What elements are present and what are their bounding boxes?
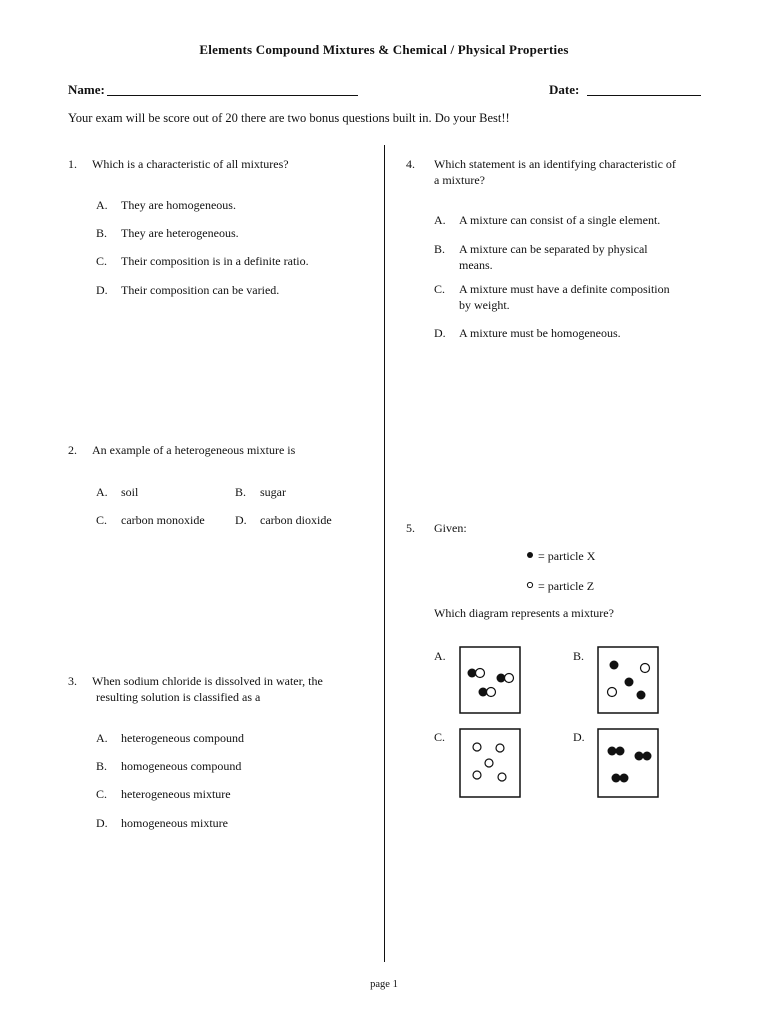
- q4-option-a[interactable]: A. A mixture can consist of a single element.: [434, 213, 661, 227]
- question-3: [68, 673, 323, 689]
- diagram-c[interactable]: [459, 728, 521, 798]
- q4-option-c-continued: by weight.: [459, 298, 510, 312]
- q1-option-c[interactable]: C. Their composition is in a definite ratio.: [96, 254, 309, 268]
- question-number: 3.: [68, 674, 77, 688]
- page-title: Elements Compound Mixtures & Chemical / Physical Properties: [199, 42, 569, 57]
- diagram-a[interactable]: [459, 646, 521, 714]
- question-number: 1.: [68, 157, 77, 171]
- diagram-d[interactable]: [597, 728, 659, 798]
- q5-option-d[interactable]: D.: [573, 730, 585, 744]
- question-number: 5.: [406, 521, 415, 535]
- page-number: page 1: [370, 979, 398, 990]
- date-label: Date:: [549, 82, 580, 97]
- q2-option-b[interactable]: B. sugar: [235, 485, 286, 499]
- q2-option-a[interactable]: A. soil: [96, 485, 139, 499]
- name-field[interactable]: [107, 95, 358, 96]
- legend-particle-z: = particle Z: [538, 579, 595, 593]
- question-stem-continued: a mixture?: [434, 173, 485, 187]
- question-5: [406, 520, 467, 536]
- q2-option-c[interactable]: C. carbon monoxide: [96, 513, 205, 527]
- question-1: [68, 156, 289, 172]
- question-stem: Given:: [434, 521, 467, 535]
- question-4: [406, 156, 676, 172]
- q3-option-c[interactable]: C. heterogeneous mixture: [96, 787, 231, 801]
- q4-option-d[interactable]: D. A mixture must be homogeneous.: [434, 326, 621, 340]
- legend-particle-x: = particle X: [538, 549, 596, 563]
- filled-dot-icon: [524, 549, 536, 561]
- question-stem: Which is a characteristic of all mixtures?: [92, 157, 289, 171]
- question-stem: When sodium chloride is dissolved in water, the: [92, 674, 323, 688]
- question-prompt: Which diagram represents a mixture?: [434, 606, 614, 620]
- question-2: [68, 442, 295, 458]
- q5-option-b[interactable]: B.: [573, 649, 585, 663]
- q5-option-c[interactable]: C.: [434, 730, 446, 744]
- question-number: 4.: [406, 157, 415, 171]
- hollow-dot-icon: [524, 579, 536, 591]
- intro-text: Your exam will be score out of 20 there are two bonus questions built in. Do your Best!!: [68, 111, 510, 125]
- name-label: Name:: [68, 82, 105, 97]
- diagram-b[interactable]: [597, 646, 659, 714]
- question-number: 2.: [68, 443, 77, 457]
- date-field[interactable]: [587, 95, 701, 96]
- q3-option-b[interactable]: B. homogeneous compound: [96, 759, 242, 773]
- question-stem: An example of a heterogeneous mixture is: [92, 443, 296, 457]
- q4-option-b[interactable]: B. A mixture can be separated by physical: [434, 242, 648, 256]
- question-stem-continued: resulting solution is classified as a: [96, 690, 261, 704]
- q4-option-c[interactable]: C. A mixture must have a definite composition: [434, 282, 670, 296]
- q5-option-a[interactable]: A.: [434, 649, 446, 663]
- q1-option-a[interactable]: A. They are homogeneous.: [96, 198, 236, 212]
- q4-option-b-continued: means.: [459, 258, 493, 272]
- q3-option-a[interactable]: A. heterogeneous compound: [96, 731, 244, 745]
- q2-option-d[interactable]: D. carbon dioxide: [235, 513, 332, 527]
- q1-option-b[interactable]: B. They are heterogeneous.: [96, 226, 239, 240]
- q3-option-d[interactable]: D. homogeneous mixture: [96, 816, 228, 830]
- q1-option-d[interactable]: D. Their composition can be varied.: [96, 283, 280, 297]
- question-stem: Which statement is an identifying characteristic of: [434, 157, 676, 171]
- column-divider: [384, 145, 385, 962]
